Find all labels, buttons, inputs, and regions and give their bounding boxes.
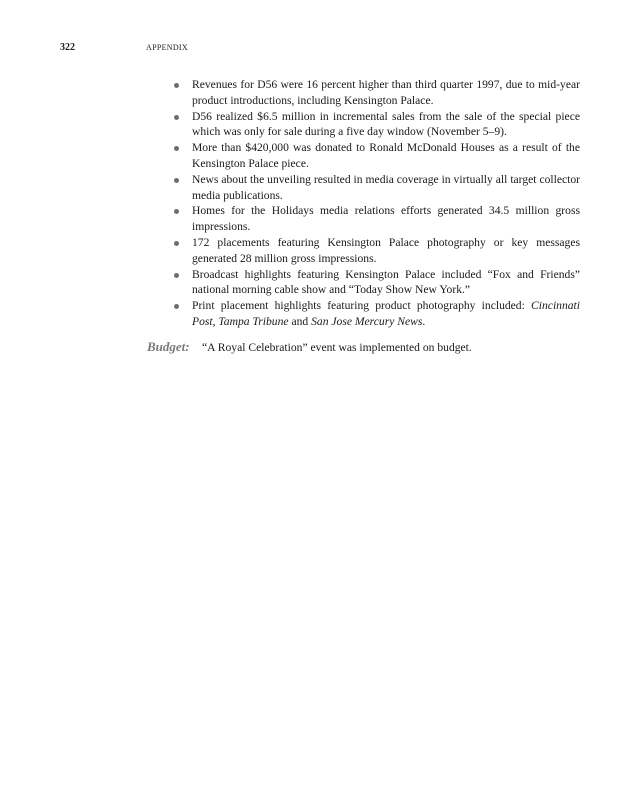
list-item	[173, 203, 580, 235]
bullet-icon	[174, 241, 179, 246]
bullet-text: Revenues for D56 were 16 percent higher than third quarter 1997, due to mid-year product introductions, including Kensington Palace.	[192, 78, 580, 107]
list-item	[173, 77, 580, 109]
bullet-icon	[174, 304, 179, 309]
bullet-text: News about the unveiling resulted in media coverage in virtually all target collector media publications.	[192, 172, 580, 202]
list-item	[173, 172, 580, 204]
list-item	[173, 235, 580, 267]
bullet-icon	[174, 83, 179, 88]
bullet-text: Broadcast highlights featuring Kensington Palace included “Fox and Friends” national morning cable show and “Today Show New York.”	[192, 267, 580, 297]
bullet-icon	[174, 146, 179, 151]
bullet-text: More than $420,000 was donated to Ronald McDonald Houses as a result of the Kensington Palace piece.	[192, 141, 580, 170]
bullet-text: 172 placements featuring Kensington Palace photography or key messages generated 28 million gross impressions.	[192, 235, 580, 265]
bullet-text: Homes for the Holidays media relations efforts generated 34.5 million gross impressions.	[192, 204, 580, 234]
running-head: APPENDIX	[146, 43, 188, 52]
bullet-icon	[174, 178, 179, 183]
bullet-text: D56 realized $6.5 million in incremental sales from the sale of the special piece which was only for sale during a five day window (November 5–9).	[192, 109, 580, 139]
results-bullet-list	[173, 77, 580, 330]
list-item	[173, 267, 580, 299]
list-item	[173, 298, 580, 330]
bullet-text: Print placement highlights featuring product photography included: Cincinnati Post, Tampa Tribune and San Jose Mercury News.	[192, 299, 580, 328]
publication-name: Cincinnati Post	[192, 299, 580, 328]
page-header	[60, 42, 583, 56]
budget-label: Budget:	[147, 339, 190, 354]
list-item	[173, 140, 580, 172]
bullet-icon	[174, 115, 179, 120]
publication-name: Tampa Tribune	[218, 314, 289, 328]
budget-row	[147, 339, 587, 356]
list-item	[173, 109, 580, 141]
publication-name: San Jose Mercury News	[311, 314, 423, 328]
budget-text: “A Royal Celebration” event was implemented on budget.	[202, 341, 472, 354]
bullet-icon	[174, 273, 179, 278]
page-number: 322	[60, 42, 75, 53]
bullet-icon	[174, 209, 179, 214]
